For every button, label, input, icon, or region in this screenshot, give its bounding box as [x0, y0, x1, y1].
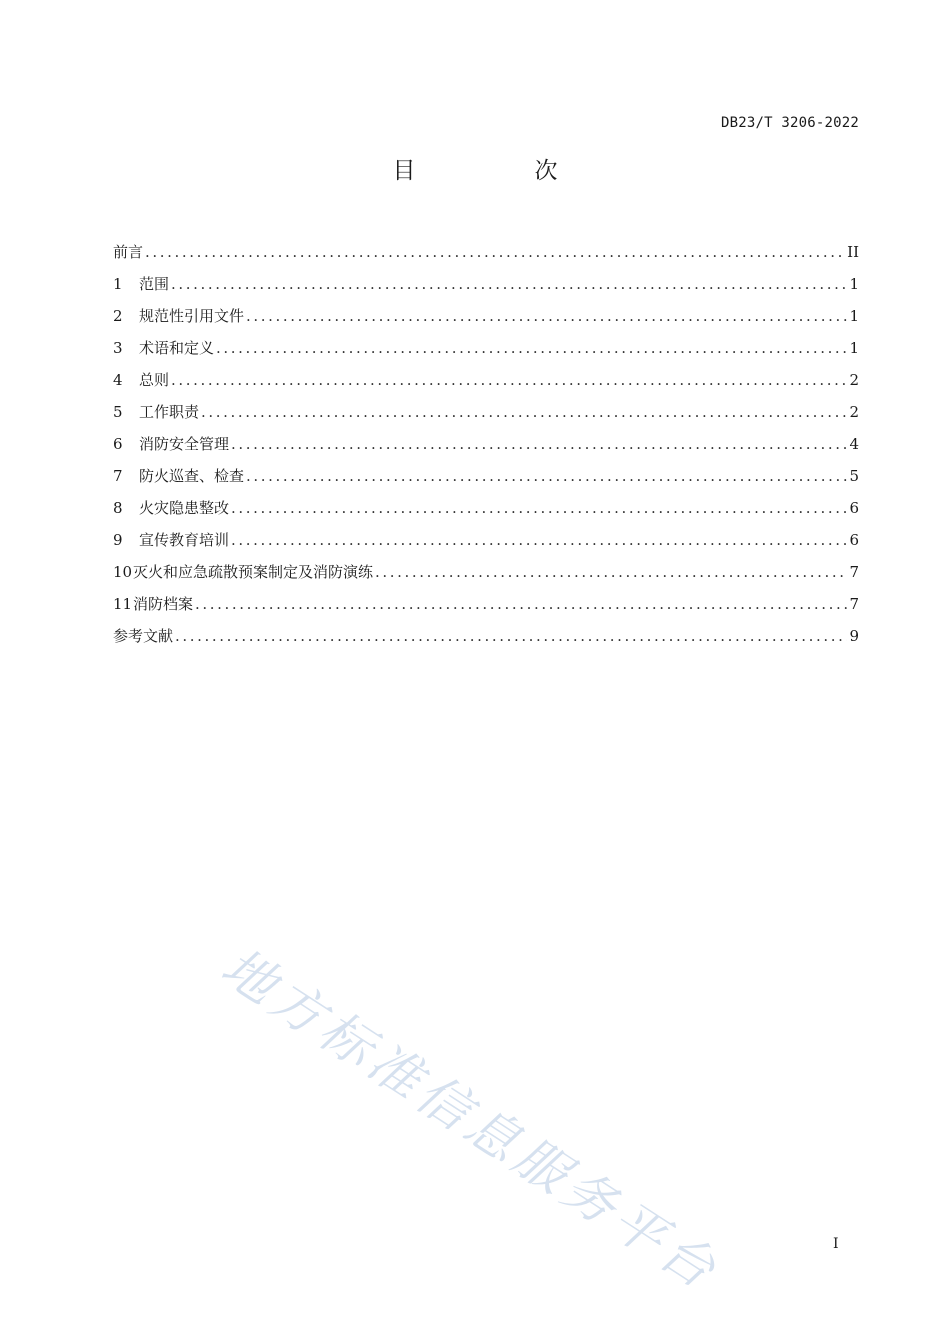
toc-entry-label: 11消防档案	[113, 588, 193, 620]
toc-entry-page: 1	[849, 307, 859, 325]
toc-entry-number: 9	[113, 531, 123, 549]
toc-entry-page: 6	[849, 531, 859, 549]
toc-entry-page: 1	[849, 339, 859, 357]
toc-entry-label: 5 工作职责	[113, 396, 199, 428]
toc-leader-dots	[201, 396, 847, 428]
toc-entry-label: 2 规范性引用文件	[113, 300, 244, 332]
toc-leader-dots	[195, 588, 847, 620]
toc-entry-number: 3	[113, 339, 123, 357]
toc-entry-label: 参考文献	[113, 627, 174, 645]
toc-leader-dots	[216, 332, 847, 364]
toc-leader-dots	[231, 524, 847, 556]
toc-entry-number: 2	[113, 307, 123, 325]
toc-entry-page: 1	[849, 275, 859, 293]
toc-leader-dots	[171, 268, 847, 300]
toc-entry[interactable]	[113, 524, 859, 556]
toc-leader-dots	[246, 460, 847, 492]
toc-entry[interactable]	[113, 620, 859, 652]
toc-entry-label: 7 防火巡查、检查	[113, 460, 244, 492]
document-code: DB23/T 3206-2022	[720, 115, 859, 131]
toc-entry[interactable]	[113, 396, 859, 428]
toc-title: 目 次	[392, 158, 606, 184]
toc-leader-dots	[145, 236, 845, 268]
toc-entry-number: 1	[113, 275, 123, 293]
toc-entry-number: 7	[113, 467, 123, 485]
toc-entry-number: 8	[113, 499, 123, 517]
toc-entry-page: 7	[849, 595, 859, 613]
toc-entry-number: 10	[113, 563, 133, 581]
toc-entry-page: 2	[849, 371, 859, 389]
toc-entry-number: 4	[113, 371, 123, 389]
toc-entry-page: 9	[849, 627, 859, 645]
toc-leader-dots	[246, 300, 847, 332]
toc-leader-dots	[231, 492, 847, 524]
toc-entry-number: 5	[113, 403, 123, 421]
toc-leader-dots	[171, 364, 847, 396]
toc-entry[interactable]	[113, 428, 859, 460]
toc-leader-dots	[175, 620, 847, 652]
toc-entry[interactable]	[113, 460, 859, 492]
toc-entry[interactable]	[113, 492, 859, 524]
toc-entry-label: 6 消防安全管理	[113, 428, 229, 460]
toc-entry-number: 6	[113, 435, 123, 453]
table-of-contents	[113, 236, 859, 652]
toc-entry-label: 3 术语和定义	[113, 332, 214, 364]
toc-leader-dots	[375, 556, 847, 588]
toc-entry-page: 2	[849, 403, 859, 421]
toc-entry[interactable]	[113, 364, 859, 396]
toc-entry-page: II	[847, 243, 859, 261]
toc-entry-label: 4 总则	[113, 364, 169, 396]
page-number: I	[833, 1236, 839, 1252]
toc-entry[interactable]	[113, 300, 859, 332]
toc-entry-page: 4	[849, 435, 859, 453]
toc-entry-page: 6	[849, 499, 859, 517]
toc-entry-label: 1 范围	[113, 268, 169, 300]
toc-entry[interactable]	[113, 332, 859, 364]
toc-entry-label: 8 火灾隐患整改	[113, 492, 229, 524]
toc-entry[interactable]	[113, 556, 859, 588]
toc-entry-page: 7	[849, 563, 859, 581]
toc-entry-label: 10灭火和应急疏散预案制定及消防演练	[113, 556, 373, 588]
watermark: 地方标准信息服务平台	[210, 936, 730, 1304]
toc-leader-dots	[231, 428, 847, 460]
toc-entry-page: 5	[849, 467, 859, 485]
toc-entry[interactable]	[113, 588, 859, 620]
toc-entry[interactable]	[113, 236, 859, 268]
toc-entry[interactable]	[113, 268, 859, 300]
toc-entry-label: 9 宣传教育培训	[113, 524, 229, 556]
toc-entry-number: 11	[113, 595, 133, 613]
toc-entry-label: 前言	[113, 243, 144, 261]
